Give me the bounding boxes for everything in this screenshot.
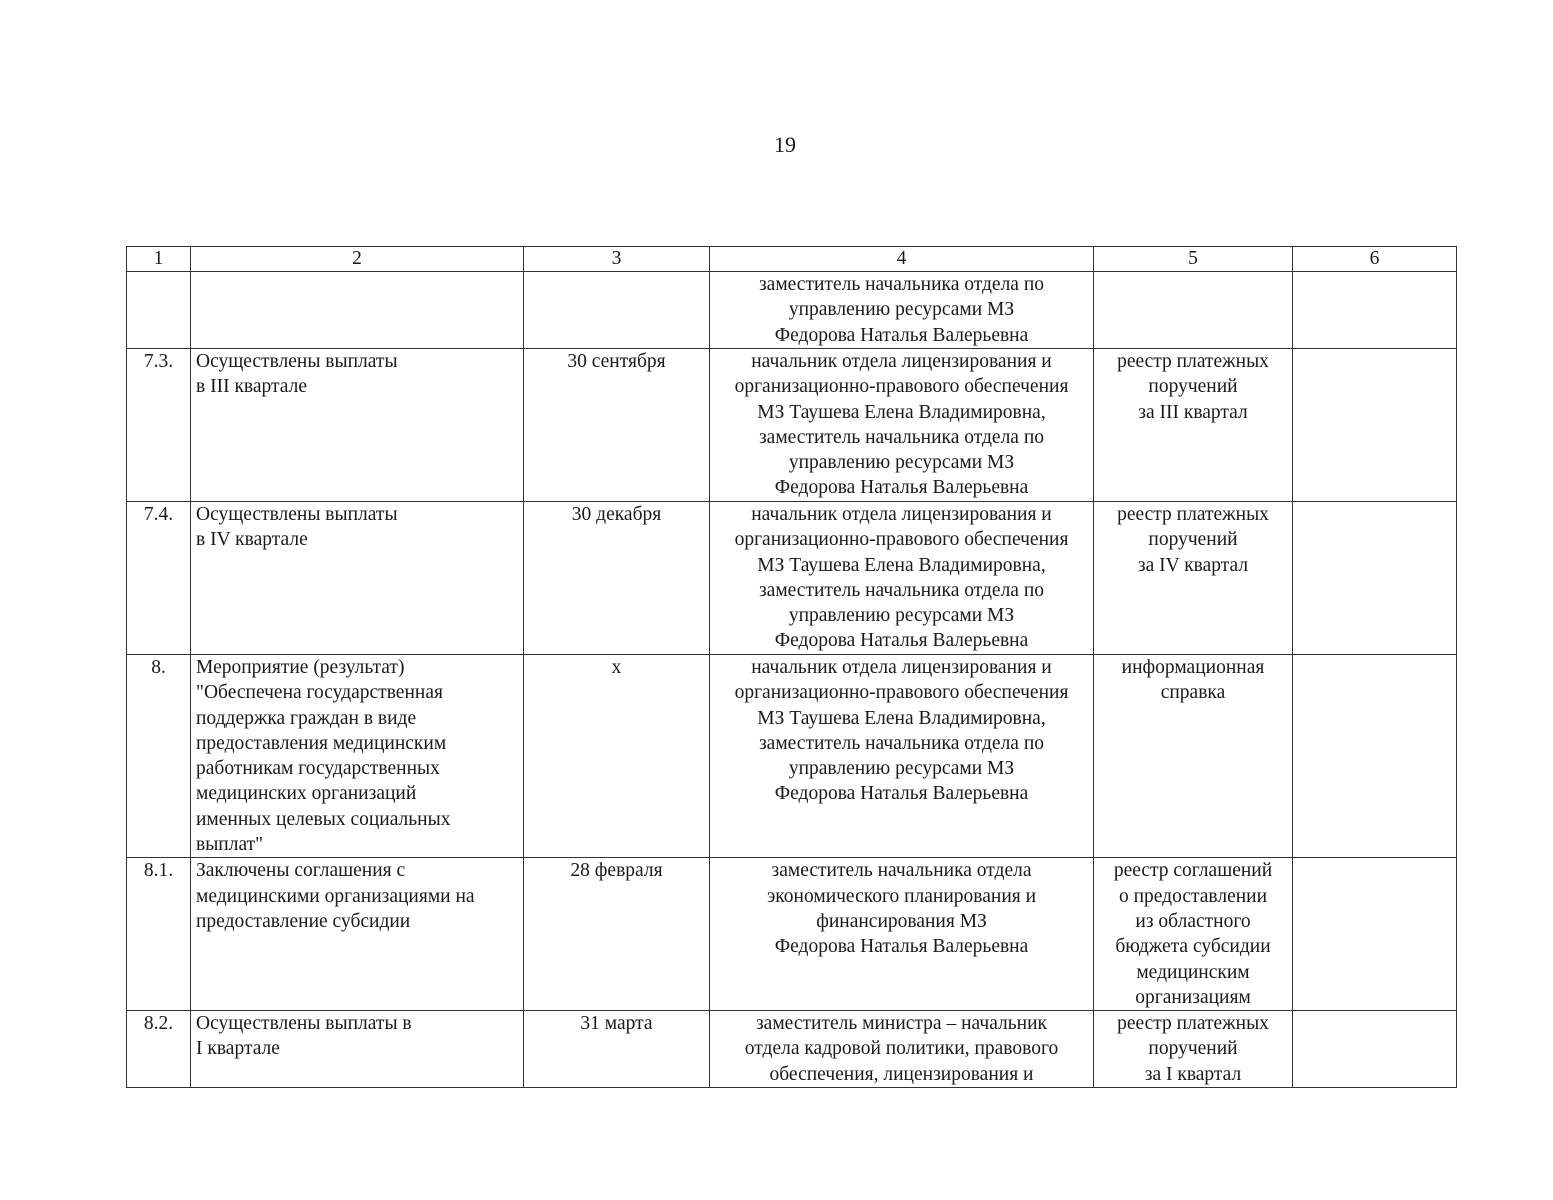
- text-line: реестр платежных: [1117, 351, 1269, 372]
- column-number-1: 1: [127, 247, 191, 272]
- text-line: Осуществлены выплаты: [196, 351, 398, 372]
- text-line: именных целевых социальных: [196, 808, 451, 830]
- text-line: МЗ Таушева Елена Владимировна,: [757, 554, 1046, 576]
- table-row: [127, 349, 1457, 502]
- text-line: Федорова Наталья Валерьевна: [774, 783, 1029, 805]
- text-line: I квартале: [196, 1038, 280, 1060]
- text-line: управлению ресурсами МЗ: [788, 758, 1015, 780]
- deadline: 30 декабря: [524, 502, 710, 655]
- column-number-6: 6: [1293, 247, 1457, 272]
- confirming-document: [1094, 349, 1293, 502]
- page-number: 19: [774, 132, 796, 157]
- event-name: [191, 858, 524, 1011]
- text-line: отдела кадровой политики, правового: [744, 1038, 1059, 1060]
- deadline: 30 сентября: [524, 349, 710, 502]
- column-number-5: 5: [1094, 247, 1293, 272]
- confirming-document: [1094, 655, 1293, 858]
- table-header-row: [127, 247, 1457, 272]
- confirming-document: [1094, 858, 1293, 1011]
- note: [1293, 502, 1457, 655]
- text-line: предоставление субсидии: [196, 910, 411, 932]
- text-line: реестр платежных: [1117, 1013, 1269, 1035]
- plan-table: [126, 246, 1457, 1088]
- text-line: в IV квартале: [196, 529, 308, 551]
- text-line: заместитель начальника отдела по: [758, 426, 1045, 448]
- text-line: поручений: [1148, 376, 1238, 398]
- text-line: заместитель министра – начальник: [755, 1013, 1047, 1035]
- text-line: поручений: [1148, 529, 1238, 551]
- responsible-person: [710, 858, 1094, 1011]
- text-line: Федорова Наталья Валерьевна: [774, 477, 1029, 499]
- text-line: заместитель начальника отдела по: [758, 579, 1045, 601]
- text-line: из областного: [1135, 910, 1251, 932]
- deadline: 31 марта: [524, 1011, 710, 1088]
- note: [1293, 349, 1457, 502]
- text-line: медицинским: [1136, 961, 1250, 983]
- text-line: управлению ресурсами МЗ: [788, 299, 1015, 321]
- row-number: 8.2.: [127, 1011, 191, 1088]
- confirming-document: [1094, 1011, 1293, 1088]
- note: [1293, 655, 1457, 858]
- responsible-person: [710, 1011, 1094, 1088]
- note: [1293, 272, 1457, 349]
- text-line: Федорова Наталья Валерьевна: [774, 630, 1029, 652]
- table-row: [127, 1011, 1457, 1088]
- text-line: справка: [1160, 682, 1226, 704]
- text-line: реестр платежных: [1117, 504, 1269, 525]
- column-number-4: 4: [710, 247, 1094, 272]
- text-line: поддержка граждан в виде: [196, 707, 417, 729]
- table-row: [127, 858, 1457, 1011]
- text-line: управлению ресурсами МЗ: [788, 605, 1015, 627]
- text-line: Заключены соглашения с: [196, 860, 406, 882]
- text-line: медицинскими организациями на: [196, 885, 475, 907]
- text-line: за III квартал: [1138, 401, 1248, 423]
- responsible-person: [710, 502, 1094, 655]
- deadline: [524, 272, 710, 349]
- text-line: Федорова Наталья Валерьевна: [774, 936, 1029, 958]
- responsible-person: [710, 349, 1094, 502]
- text-line: финансирования МЗ: [816, 910, 987, 932]
- text-line: поручений: [1148, 1038, 1238, 1060]
- text-line: о предоставлении: [1118, 885, 1268, 907]
- deadline: 28 февраля: [524, 858, 710, 1011]
- text-line: медицинских организаций: [196, 783, 417, 805]
- column-number-2: 2: [191, 247, 524, 272]
- event-name: [191, 655, 524, 858]
- row-number: 7.3.: [127, 349, 191, 502]
- text-line: заместитель начальника отдела по: [758, 732, 1045, 754]
- confirming-document: [1094, 272, 1293, 349]
- note: [1293, 858, 1457, 1011]
- responsible-person: [710, 272, 1094, 349]
- text-line: организационно-правового обеспечения: [734, 376, 1069, 398]
- event-name: [191, 1011, 524, 1088]
- text-line: начальник отдела лицензирования и: [751, 504, 1052, 525]
- event-name: [191, 272, 524, 349]
- text-line: выплат": [196, 834, 264, 856]
- column-number-3: 3: [524, 247, 710, 272]
- text-line: МЗ Таушева Елена Владимировна,: [757, 401, 1046, 423]
- text-line: бюджета субсидии: [1115, 936, 1271, 958]
- row-number: 8.: [127, 655, 191, 858]
- text-line: заместитель начальника отдела: [771, 860, 1032, 882]
- table-row: [127, 272, 1457, 349]
- text-line: организациям: [1135, 986, 1251, 1008]
- text-line: предоставления медицинским: [196, 732, 447, 754]
- deadline: х: [524, 655, 710, 858]
- text-line: Федорова Наталья Валерьевна: [774, 324, 1029, 346]
- table-row: [127, 502, 1457, 655]
- text-line: в III квартале: [196, 376, 307, 398]
- responsible-person: [710, 655, 1094, 858]
- text-line: управлению ресурсами МЗ: [788, 452, 1015, 474]
- text-line: начальник отдела лицензирования и: [751, 351, 1052, 372]
- text-line: заместитель начальника отдела по: [758, 274, 1045, 295]
- text-line: "Обеспечена государственная: [196, 682, 443, 704]
- text-line: экономического планирования и: [766, 885, 1037, 907]
- text-line: за IV квартал: [1137, 554, 1249, 576]
- event-name: [191, 349, 524, 502]
- row-number: [127, 272, 191, 349]
- note: [1293, 1011, 1457, 1088]
- confirming-document: [1094, 502, 1293, 655]
- row-number: 7.4.: [127, 502, 191, 655]
- text-line: за I квартал: [1144, 1063, 1242, 1085]
- text-line: организационно-правового обеспечения: [734, 682, 1069, 704]
- text-line: реестр соглашений: [1113, 860, 1273, 882]
- event-name: [191, 502, 524, 655]
- text-line: Осуществлены выплаты: [196, 504, 398, 525]
- text-line: информационная: [1121, 657, 1265, 678]
- text-line: организационно-правового обеспечения: [734, 529, 1069, 551]
- text-line: МЗ Таушева Елена Владимировна,: [757, 707, 1046, 729]
- text-line: начальник отдела лицензирования и: [751, 657, 1052, 678]
- table-row: [127, 655, 1457, 858]
- text-line: Мероприятие (результат): [196, 657, 405, 678]
- text-line: Осуществлены выплаты в: [196, 1013, 412, 1035]
- text-line: обеспечения, лицензирования и: [769, 1063, 1034, 1085]
- text-line: работникам государственных: [196, 758, 440, 780]
- row-number: 8.1.: [127, 858, 191, 1011]
